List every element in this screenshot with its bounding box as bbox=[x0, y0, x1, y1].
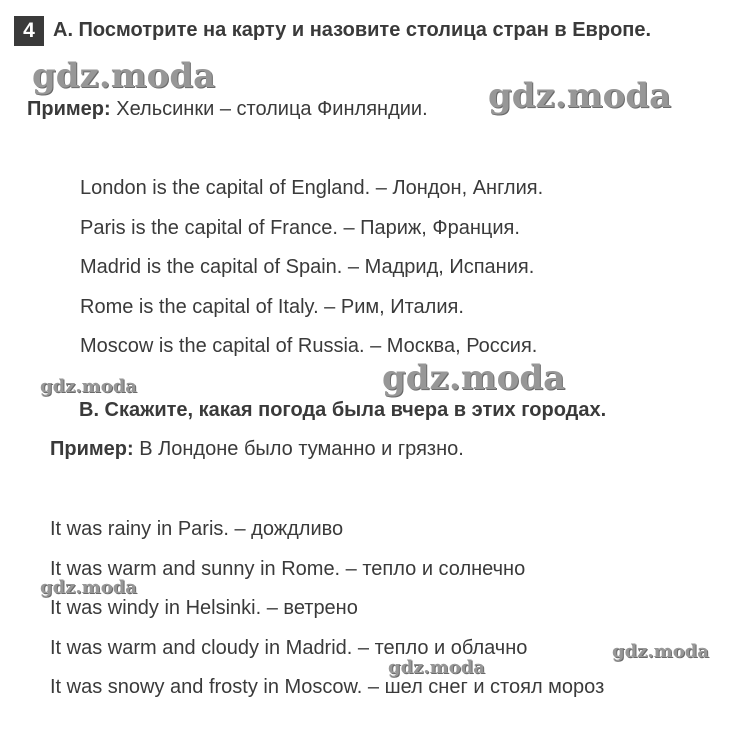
section-b-example-label: Пример: bbox=[50, 438, 134, 460]
answer-line: Madrid is the capital of Spain. – Мадрид, Испания. bbox=[80, 256, 535, 279]
answer-line: It was rainy in Paris. – дождливо bbox=[50, 518, 344, 540]
answer-line: It was snowy and frosty in Moscow. – шел снег и стоял мороз bbox=[50, 676, 605, 699]
answer-line: Moscow is the capital of Russia. – Москва, Россия. bbox=[80, 335, 538, 358]
answer-line: London is the capital of England. – Лондон, Англия. bbox=[80, 177, 544, 199]
section-a-answers bbox=[80, 176, 543, 374]
section-b-example bbox=[50, 438, 464, 461]
section-a-example-label: Пример: bbox=[27, 98, 111, 120]
answer-line: It was windy in Helsinki. – ветрено bbox=[50, 597, 358, 620]
watermark: gdz.moda bbox=[382, 358, 566, 398]
answer-line: It was warm and cloudy in Madrid. – тепло и облачно bbox=[50, 636, 528, 659]
watermark: gdz.moda bbox=[488, 76, 672, 116]
watermark: gdz.moda bbox=[612, 641, 709, 662]
watermark: gdz.moda bbox=[40, 376, 137, 397]
watermark: gdz.moda bbox=[40, 577, 137, 598]
section-a-example-text: Хельсинки – столица Финляндии. bbox=[110, 98, 428, 120]
answer-line: It was warm and sunny in Rome. – тепло и солнечно bbox=[50, 557, 526, 580]
answer-line: Rome is the capital of Italy. – Рим, Италия. bbox=[80, 295, 464, 318]
section-b-example-text: В Лондоне было туманно и грязно. bbox=[133, 438, 464, 460]
task-number-badge: 4 bbox=[14, 16, 44, 46]
section-b-answers bbox=[50, 517, 604, 715]
answer-line: Paris is the capital of France. – Париж, Франция. bbox=[80, 216, 520, 239]
section-a-example bbox=[27, 98, 428, 121]
section-b-heading: В. Скажите, какая погода была вчера в этих городах. bbox=[79, 399, 607, 421]
watermark: gdz.moda bbox=[32, 56, 216, 96]
watermark: gdz.moda bbox=[388, 657, 485, 678]
section-a-heading: А. Посмотрите на карту и назовите столица стран в Европе. bbox=[53, 19, 652, 41]
